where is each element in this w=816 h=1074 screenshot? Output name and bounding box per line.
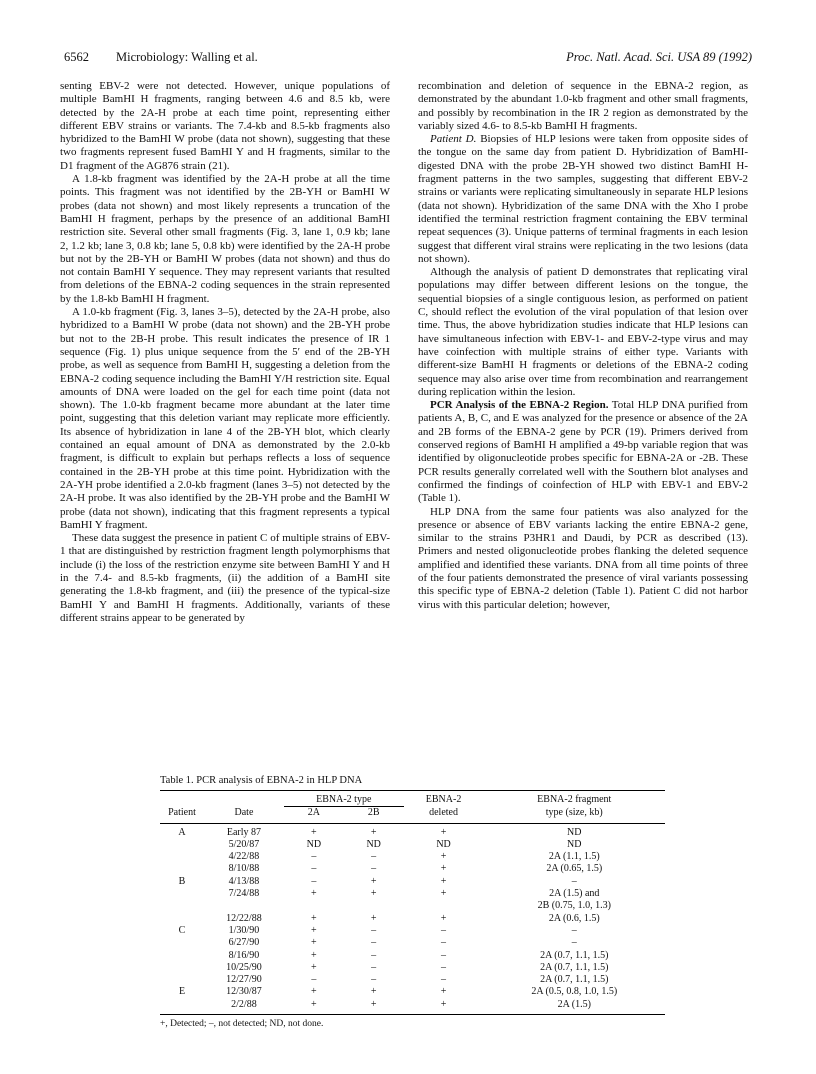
cell-date: 12/27/90 — [226, 974, 262, 986]
cell-deleted: – — [441, 949, 447, 961]
table-row — [160, 913, 665, 925]
header-patient: Patient — [160, 807, 204, 823]
paragraph: Although the analysis of patient D demonstrates that replicating viral populations may differ between different lesions on the tongue, the sequential biopsies of a single contiguous lesion, as performed on patient C, should reflect the evolution of the viral population of that lesion over time. Thus, the above hybridization studies indicate that HLP lesions can have simultaneous infection with EBV-1- and EBV-2-type virus and may have coinfection with multiple strains of either type. Variants with different-size BamHI H fragments or deletions of the EBNA-2 coding sequence may also arise over time from recombination and rearrangement during replication within the lesion. — [418, 266, 748, 398]
cell-date: 5/20/87 — [228, 838, 260, 850]
paragraph-body: Total HLP DNA purified from patients A, B, C, and E was analyzed for the presence or absence of the 2A and 2B forms of the EBNA-2 gene by PCR (19). Primers derived from conserved regions of BamHI H amplified a 49-bp variable region that was identified by oligonucleotide probes specific for EBNA-2A or -2B. These PCR results generally correlated well with the Southern blot analyses and confirmed the findings of coinfection of HLP with EBV-1 and EBV-2 (Table 1). — [418, 399, 748, 505]
running-head: Microbiology: Walling et al. — [116, 50, 258, 64]
cell-2a: + — [311, 986, 317, 998]
cell-2b — [344, 900, 404, 912]
cell-deleted: + — [440, 888, 447, 900]
table-row — [160, 950, 665, 962]
header-2a: 2A — [284, 807, 344, 823]
cell-patient — [160, 999, 204, 1015]
cell-patient: A — [178, 826, 186, 838]
cell-patient — [160, 950, 204, 962]
paragraph-body: Biopsies of HLP lesions were taken from opposite sides of the tongue on the same day from patient D. Hybridization of BamHI-digested DNA with the probe 2B-YH showed two distinct BamHI H-fragment patterns in the two samples, suggesting that different EBV-2 strains or variants were replicating simultaneously in separate HLP lesions (data not shown). Hybridization of the same DNA with the Xho I probe identified the terminal restriction fragment containing the EBV terminal repeat sequences (3). Unique patterns of terminal fragments in each lesion suggest that different viral strains were replicating in the two lesions (data not shown). — [418, 133, 749, 265]
cell-patient: E — [178, 986, 186, 998]
cell-deleted: + — [440, 986, 447, 998]
cell-fragment: 2A (0.7, 1.1, 1.5) — [540, 961, 609, 973]
cell-patient — [160, 913, 204, 925]
cell-2a: + — [311, 924, 317, 936]
cell-date: 8/16/90 — [228, 949, 260, 961]
cell-fragment: 2A (0.7, 1.1, 1.5) — [540, 949, 609, 961]
cell-2b: + — [370, 888, 377, 900]
cell-2b: + — [370, 912, 377, 924]
cell-2a: – — [311, 851, 317, 863]
cell-fragment: 2A (0.65, 1.5) — [546, 863, 603, 875]
paragraph: HLP DNA from the same four patients was also analyzed for the presence or absence of EBV variants lacking the entire EBNA-2 gene, similar to the strains P3HR1 and Daudi, by PCR as described (13). Primers and nested oligonucleotide probes flanking the deleted sequence amplified and identified these variants. DNA from all time points of three of the four patients demonstrated the presence of viral variants possessing this specific type of EBNA-2 deletion (Table 1). Patient C did not harbor virus with this particular deletion; however, — [418, 505, 748, 611]
cell-patient — [160, 851, 204, 863]
table-row — [160, 839, 665, 851]
cell-patient — [160, 962, 204, 974]
cell-patient: C — [178, 924, 186, 936]
pcr-table — [160, 790, 665, 1015]
header-fragment-line1: EBNA-2 fragment — [484, 791, 666, 807]
page-header — [64, 50, 752, 72]
cell-deleted: + — [440, 863, 447, 875]
cell-patient — [160, 888, 204, 900]
cell-2a: + — [311, 912, 317, 924]
cell-2a: + — [311, 961, 317, 973]
paragraph: A 1.0-kb fragment (Fig. 3, lanes 3–5), detected by the 2A-H probe, also hybridized to a BamHI W probe (data not shown) and the 2B-YH probe but not to the 2B-H probe. This result indicates the presence of IR 1 sequence (Fig. 1) plus unique sequence from the 5′ end of the 2B-YH probe, as well as sequence from BamHI H, suggesting a deletion from the EBNA-2 coding sequence including the BamHI Y/H restriction site. Equal amounts of DNA were loaded on the gel for each time point (data not shown). The 1.0-kb fragment became more abundant at the later time point, suggesting that this deletion variant may replicate more efficiently. Its absence of hybridization in lane 4 of the 2B-YH blot, which clearly contained an equal amount of DNA as demonstrated by the 2.0-kb fragment, is difficult to explain but perhaps reflects a loss of sequence contained in the 2B-YH probe at this time point. Hybridization with the 2A-YH probe identified a 2.0-kb fragment (lanes 3–5) not detected by the 2A-H probe. It was also identified by the 2B-YH probe and the BamHI W probe (data not shown), indicating that this fragment represents a typical BamHI Y fragment. — [60, 306, 390, 531]
table-footnote: +, Detected; –, not detected; ND, not done. — [160, 1019, 324, 1030]
table-row — [160, 851, 665, 863]
header-fragment-line2: type (size, kb) — [484, 807, 666, 823]
paragraph: These data suggest the presence in patient C of multiple strains of EBV-1 that are distinguished by restriction fragment length polymorphisms that include (i) the loss of the restriction enzyme site between BamHI Y and H in the 7.4- and 8.5-kb fragments, (ii) the addition of a BamHI site generating the 1.8-kb fragment, and (iii) the presence of the typical-size BamHI Y and BamHI H fragments. Additionally, variants of these different strains appear to be generated by — [60, 532, 390, 624]
cell-2a: + — [311, 888, 317, 900]
cell-fragment: 2A (0.6, 1.5) — [548, 912, 600, 924]
cell-fragment: 2A (0.5, 0.8, 1.0, 1.5) — [531, 986, 618, 998]
paragraph: A 1.8-kb fragment was identified by the 2A-H probe at all the time points. This fragment was not identified by the 2B-YH or BamHI W probes (data not shown) and most likely represents a truncation of the BamHI H fragment, perhaps by the presence of an additional BamHI restriction site. Several other small fragments (Fig. 3, lane 1, 0.9 kb; lane 2, 1.2 kb; lane 3, 0.8 kb; lane 5, 0.8 kb) were identified by the 2A-H probe but not by the 2B-YH or BamHI W probes (data not shown) and thus do not contain BamHI Y sequence. They may represent variants that resulted from deletions of the EBNA-2 coding sequences in the strain represented by the 1.8-kb BamHI H fragment. — [60, 173, 390, 305]
cell-fragment: ND — [567, 826, 582, 838]
table-row — [160, 876, 665, 888]
cell-fragment: 2A (1.5) — [484, 999, 666, 1015]
cell-2b: – — [371, 949, 377, 961]
table-row — [160, 888, 665, 900]
cell-deleted: + — [440, 875, 447, 887]
cell-date: 6/27/90 — [228, 937, 260, 949]
cell-2a: ND — [306, 838, 322, 850]
header-cell — [204, 791, 284, 807]
cell-2a: – — [311, 875, 317, 887]
cell-patient — [160, 937, 204, 949]
cell-2b: – — [371, 974, 377, 986]
cell-2b: + — [370, 986, 377, 998]
cell-deleted: – — [441, 974, 447, 986]
cell-date: 4/13/88 — [228, 875, 260, 887]
cell-2b: – — [371, 851, 377, 863]
header-cell — [160, 791, 204, 807]
paragraph: senting EBV-2 were not detected. However, unique populations of multiple BamHI H fragments, ranging between 4.6 and 8.5 kb, were detected by the 2A-H probe at each time point, representing either different EBV strains or variants. The 7.4-kb and 8.5-kb fragments also hybridized to the BamHI W probe (data not shown), suggesting that these two fragments represent fused BamHI Y and H fragments, similar to the D1 fragment of the AG876 strain (21). — [60, 80, 390, 172]
cell-2b: + — [370, 826, 377, 838]
cell-patient: B — [178, 875, 186, 887]
cell-2a: + — [284, 999, 344, 1015]
header-2b: 2B — [344, 807, 404, 823]
cell-2b: + — [370, 875, 377, 887]
subsection-lead: Patient D. — [430, 133, 477, 146]
cell-deleted: + — [440, 851, 447, 863]
cell-2b: – — [371, 924, 377, 936]
cell-date: 1/30/90 — [228, 924, 260, 936]
cell-2a: – — [311, 863, 317, 875]
table-row — [160, 974, 665, 986]
header-deleted-line1: EBNA-2 — [404, 791, 484, 807]
cell-patient — [160, 839, 204, 851]
cell-date: 8/10/88 — [228, 863, 260, 875]
header-date: Date — [204, 807, 284, 823]
cell-fragment: 2A (0.7, 1.1, 1.5) — [540, 974, 609, 986]
table-row — [160, 986, 665, 998]
cell-deleted — [404, 900, 484, 912]
cell-date: 12/22/88 — [226, 912, 262, 924]
cell-deleted: – — [441, 937, 447, 949]
cell-date — [204, 900, 284, 912]
cell-deleted: – — [441, 924, 447, 936]
cell-fragment: ND — [567, 838, 582, 850]
cell-deleted: + — [404, 999, 484, 1015]
cell-2b: – — [371, 863, 377, 875]
table-caption: Table 1. PCR analysis of EBNA-2 in HLP DNA — [160, 775, 363, 786]
cell-patient — [160, 900, 204, 912]
paragraph — [418, 133, 748, 266]
table-row — [160, 962, 665, 974]
cell-deleted: – — [441, 961, 447, 973]
cell-deleted: + — [440, 912, 447, 924]
cell-2a: + — [311, 937, 317, 949]
journal-citation: Proc. Natl. Acad. Sci. USA 89 (1992) — [566, 50, 752, 64]
paragraph — [418, 399, 748, 505]
paragraph: recombination and deletion of sequence in the EBNA-2 region, as demonstrated by the abundant 1.0-kb fragment and other small fragments, and possibly by recombination in the IR 2 region as demonstrated by the variably sized 4.6- to 8.5-kb BamHI H fragments. — [418, 80, 748, 132]
cell-patient — [160, 863, 204, 875]
cell-2b: – — [371, 937, 377, 949]
table-1 — [160, 775, 665, 1029]
cell-deleted: + — [440, 826, 447, 838]
table-row — [160, 999, 665, 1015]
section-heading: PCR Analysis of the EBNA-2 Region. — [430, 399, 609, 412]
cell-2b: ND — [366, 838, 381, 850]
table-row — [160, 863, 665, 875]
cell-2b: – — [371, 961, 377, 973]
cell-2a: – — [311, 974, 317, 986]
cell-fragment: 2B (0.75, 1.0, 1.3) — [537, 900, 611, 912]
cell-2a: + — [311, 826, 317, 838]
cell-fragment: – — [571, 924, 577, 936]
cell-fragment: 2A (1.1, 1.5) — [548, 851, 600, 863]
cell-date: 10/25/90 — [226, 961, 262, 973]
cell-2a: + — [311, 949, 317, 961]
cell-date: 7/24/88 — [228, 888, 260, 900]
header-ebna2-type: EBNA-2 type — [284, 791, 404, 807]
header-deleted-line2: deleted — [404, 807, 484, 823]
table-row — [160, 925, 665, 937]
table-row — [160, 823, 665, 839]
cell-deleted: ND — [436, 838, 451, 850]
cell-date: Early 87 — [226, 826, 262, 838]
cell-date: 2/2/88 — [204, 999, 284, 1015]
cell-date: 12/30/87 — [226, 986, 262, 998]
right-column — [418, 80, 748, 612]
left-column — [60, 80, 390, 625]
cell-2b: + — [344, 999, 404, 1015]
cell-fragment: – — [571, 937, 577, 949]
table-row — [160, 937, 665, 949]
cell-fragment: 2A (1.5) and — [549, 888, 600, 900]
cell-patient — [160, 974, 204, 986]
cell-fragment: – — [571, 875, 577, 887]
page-number: 6562 — [64, 50, 89, 64]
table-row — [160, 900, 665, 912]
cell-2a — [284, 900, 344, 912]
cell-date: 4/22/88 — [228, 851, 260, 863]
